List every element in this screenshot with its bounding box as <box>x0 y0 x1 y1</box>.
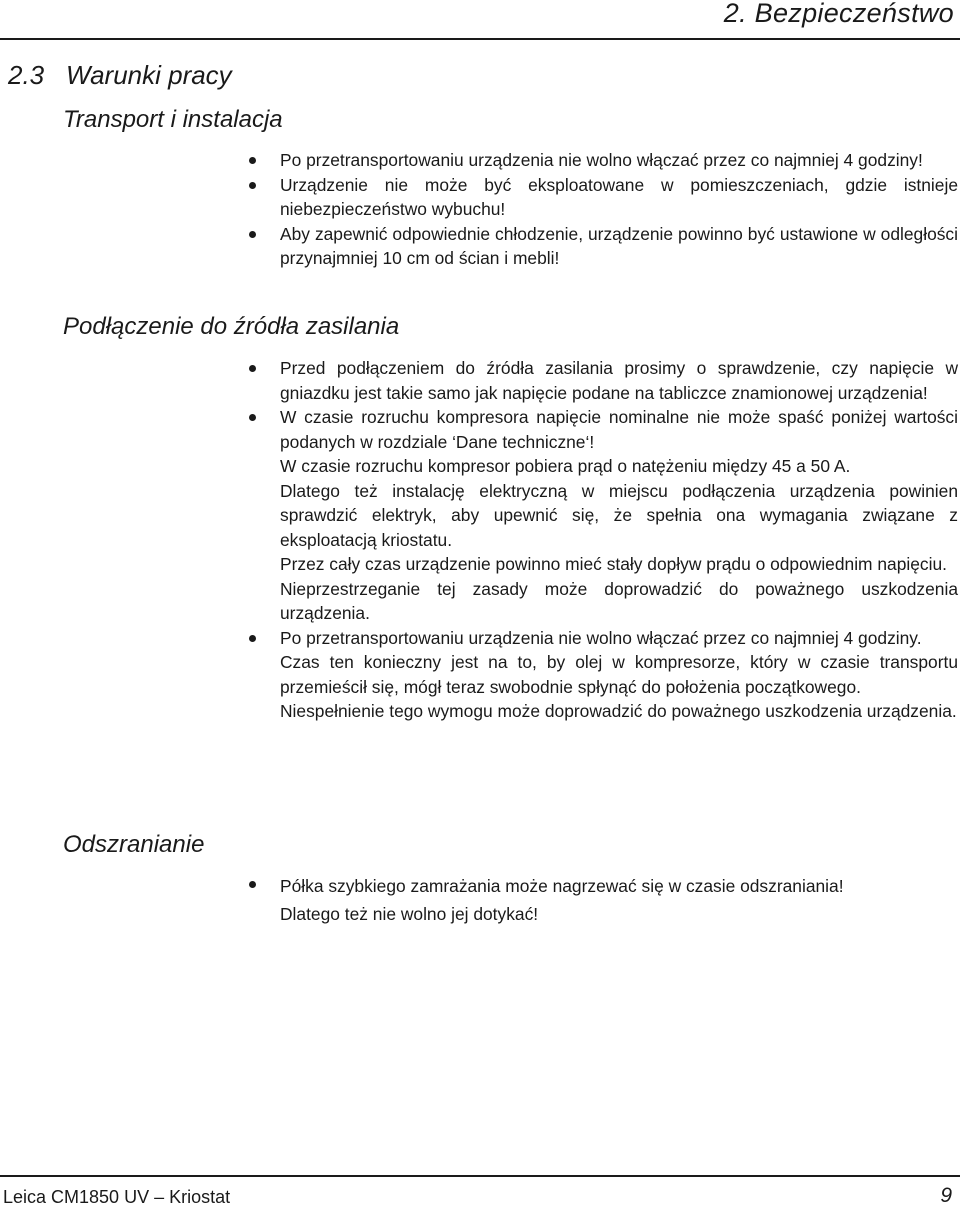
list-item-text: Urządzenie nie może być eksploatowane w pomieszczeniach, gdzie istnieje niebezpieczeństwo wybuchu! <box>280 174 958 219</box>
power-list <box>248 356 958 724</box>
list-item-text: W czasie rozruchu kompresor pobiera prąd o natężeniu między 45 a 50 A. <box>280 456 851 476</box>
page-number: 9 <box>940 1184 952 1207</box>
defrost-heading: Odszranianie <box>63 831 205 858</box>
list-item-text: Czas ten konieczny jest na to, by olej w kompresorze, który w czasie transportu przemieścił się, mógł teraz swobodnie spłynąć do położenia początkowego. <box>280 652 958 697</box>
list-item <box>248 173 958 222</box>
footer-product: Leica CM1850 UV – Kriostat <box>3 1187 231 1207</box>
list-item <box>248 626 958 724</box>
transport-list <box>248 148 958 271</box>
list-item-text: Aby zapewnić odpowiednie chłodzenie, urządzenie powinno być ustawione w odległości przynajmniej 10 cm od ścian i mebli! <box>280 223 958 268</box>
section-title: Warunki pracy <box>66 60 232 90</box>
list-item-text: Półka szybkiego zamrażania może nagrzewać się w czasie odszraniania! <box>280 876 844 896</box>
footer-rule <box>0 1175 960 1177</box>
list-item-text: Po przetransportowaniu urządzenia nie wolno włączać przez co najmniej 4 godziny. <box>280 627 922 648</box>
list-item <box>248 148 958 173</box>
list-item-text: Przed podłączeniem do źródła zasilania prosimy o sprawdzenie, czy napięcie w gniazdku jest takie samo jak napięcie podane na tabliczce znamionowej urządzenia! <box>280 358 958 403</box>
list-item-text: Dlatego też nie wolno jej dotykać! <box>280 904 539 924</box>
list-item-text: Przez cały czas urządzenie powinno mieć stały dopływ prądu o odpowiednim napięciu. <box>280 554 947 574</box>
list-item-text: Nieprzestrzeganie tej zasady może doprowadzić do poważnego uszkodzenia urządzenia. <box>280 578 958 623</box>
section-number: 2.3 <box>8 60 45 90</box>
list-item <box>248 405 958 626</box>
list-item <box>248 222 958 271</box>
header-rule <box>0 38 960 40</box>
defrost-list <box>248 872 958 928</box>
power-heading: Podłączenie do źródła zasilania <box>63 313 400 340</box>
list-item-text: Dlatego też instalację elektryczną w miejscu podłączenia urządzenia powinien sprawdzić elektryk, aby upewnić się, że spełnia ona wymagania związane z eksploatacją kriostatu. <box>280 480 958 550</box>
chapter-title: 2. Bezpieczeństwo <box>723 0 954 28</box>
section-heading <box>8 60 232 91</box>
transport-heading: Transport i instalacja <box>63 106 283 133</box>
list-item <box>248 872 958 928</box>
list-item-text: W czasie rozruchu kompresora napięcie nominalne nie może spaść poniżej wartości podanych w rozdziale ‘Dane techniczne‘! <box>280 407 958 452</box>
list-item-text: Niespełnienie tego wymogu może doprowadzić do poważnego uszkodzenia urządzenia. <box>280 701 957 721</box>
list-item <box>248 356 958 405</box>
list-item-text: Po przetransportowaniu urządzenia nie wolno włączać przez co najmniej 4 godziny! <box>280 150 923 170</box>
